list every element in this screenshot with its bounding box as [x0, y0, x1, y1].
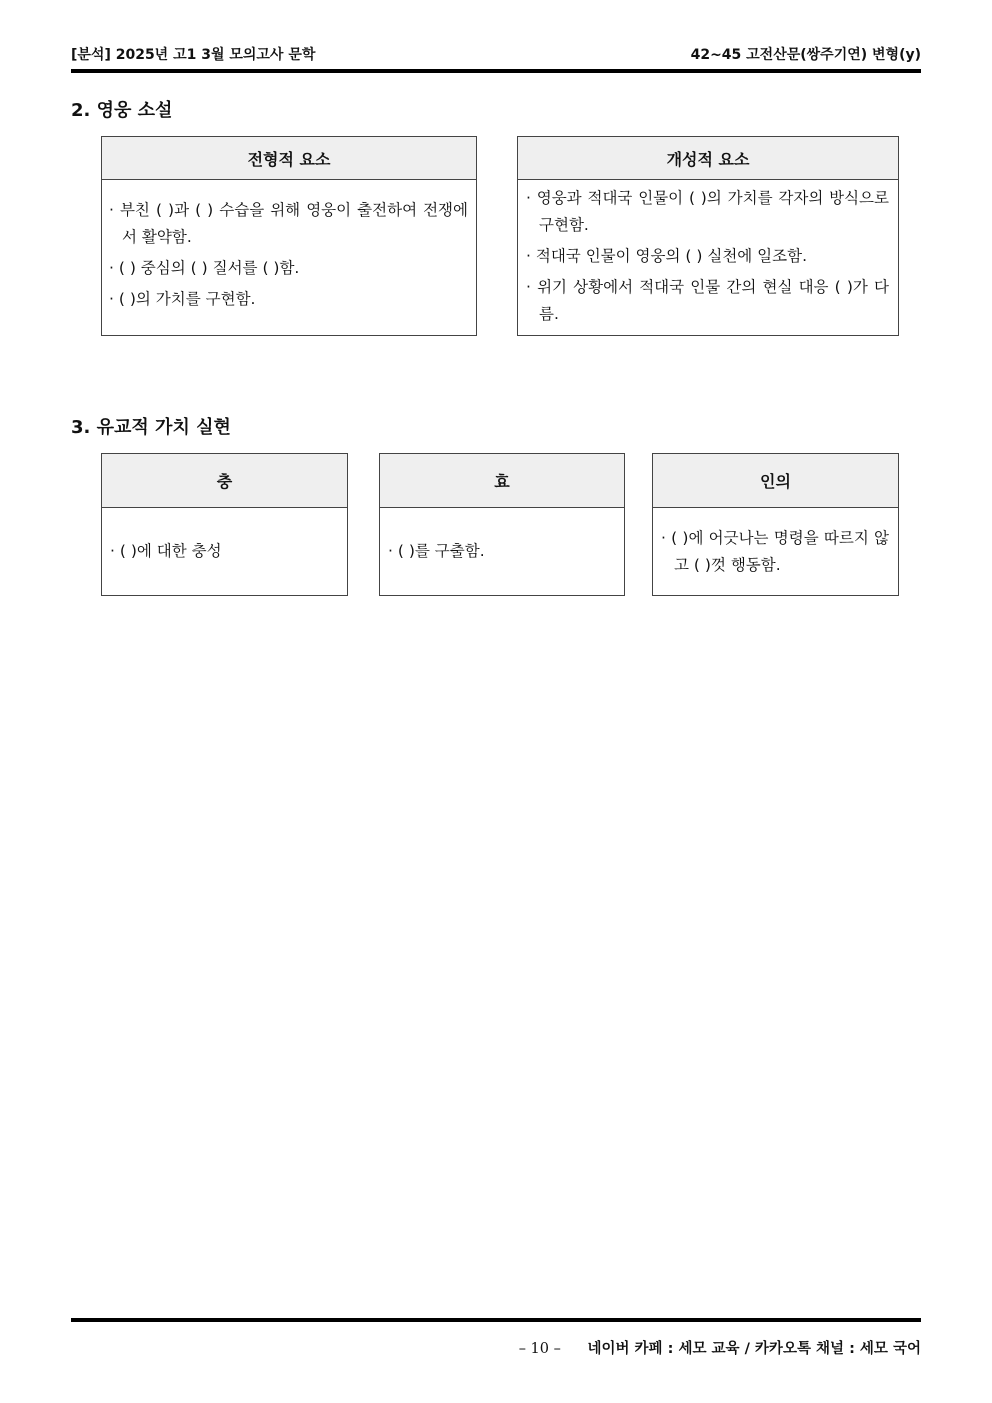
- individual-item-1: · 영웅과 적대국 인물이 ( )의 가치를 각자의 방식으로 구현함.: [526, 189, 889, 234]
- benevolence-heading: 인의: [653, 454, 898, 508]
- typical-item-2: · ( ) 중심의 ( ) 질서를 ( )함.: [109, 258, 300, 277]
- individual-item-3: · 위기 상황에서 적대국 인물 간의 현실 대응 ( )가 다름.: [526, 278, 889, 323]
- filial-piety-item: · ( )를 구출함.: [388, 542, 485, 560]
- footer-channel-info: 네이버 카페 : 세모 교육 / 카카오톡 채널 : 세모 국어: [587, 1341, 921, 1357]
- header-divider: [71, 69, 921, 73]
- loyalty-body: [102, 508, 347, 595]
- document-header-source: 42~45 고전산문(쌍주기연) 변형(y): [690, 47, 921, 63]
- typical-elements-heading: 전형적 요소: [102, 137, 476, 180]
- filial-piety-box: [379, 453, 625, 596]
- individual-item-2: · 적대국 인물이 영웅의 ( ) 실천에 일조함.: [526, 247, 808, 265]
- benevolence-item: · ( )에 어긋나는 명령을 따르지 않고 ( )껏 행동함.: [661, 528, 889, 574]
- section-3-title: 3. 유교적 가치 실현: [71, 417, 231, 438]
- page-number: – 10 –: [518, 1341, 561, 1357]
- loyalty-item: · ( )에 대한 충성: [110, 542, 222, 560]
- document-header-title: [분석] 2025년 고1 3월 모의고사 문학: [71, 47, 316, 63]
- individual-elements-heading: 개성적 요소: [518, 137, 898, 180]
- loyalty-box: [101, 453, 348, 596]
- benevolence-box: [652, 453, 899, 596]
- typical-item-3: · ( )의 가치를 구현함.: [109, 289, 256, 308]
- benevolence-body: [653, 508, 898, 595]
- typical-elements-box: [101, 136, 477, 336]
- typical-item-1: · 부친 ( )과 ( ) 수습을 위해 영웅이 출전하여 전쟁에서 활약함.: [109, 200, 468, 246]
- footer: [519, 1337, 921, 1358]
- individual-elements-body: [518, 180, 898, 335]
- individual-elements-box: [517, 136, 899, 336]
- typical-elements-body: [102, 180, 476, 335]
- footer-divider: [71, 1318, 921, 1322]
- loyalty-heading: 충: [102, 454, 347, 508]
- filial-piety-body: [380, 508, 624, 595]
- section-2-title: 2. 영웅 소설: [71, 100, 173, 121]
- filial-piety-heading: 효: [380, 454, 624, 508]
